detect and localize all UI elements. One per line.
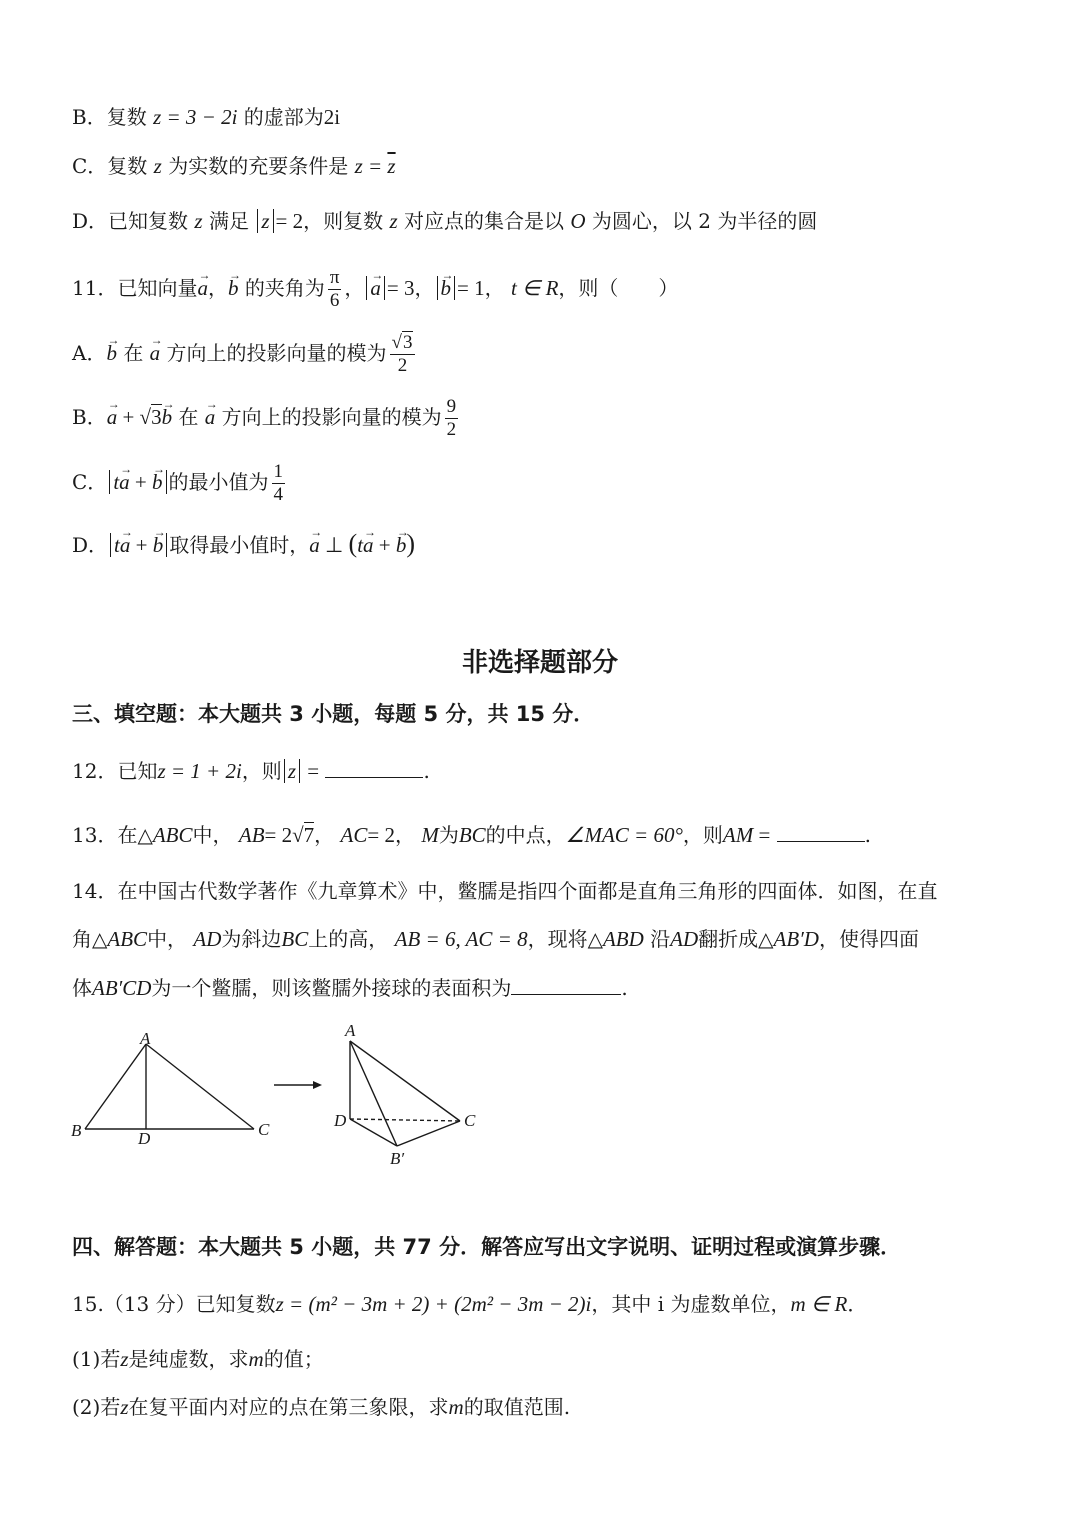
q14-line2: 角△ABC中， AD为斜边BC上的高， AB = 6, AC = 8，现将△ABD 沿AD翻折成△AB′D，使得四面 xyxy=(72,927,919,951)
q15-stem: 15.（13 分）已知复数z = (m² − 3m + 2) + (2m² − 3m − 2)i，其中 i 为虚数单位，m ∈ R． xyxy=(72,1292,868,1316)
q10-option-c: C．复数 z 为实数的充要条件是 $z = \overline{z}$ xyxy=(72,154,396,178)
sqrt3-over-2: $\frac{√3}{2}$ xyxy=(390,332,416,377)
label-c1: C xyxy=(258,1120,270,1139)
one-over-four: $\frac{1}{4}$ xyxy=(273,461,283,505)
triangle-abc xyxy=(85,1044,254,1129)
q13: 13．在△ABC中， AB= 2√7， AC= 2， M为BC的中点，∠MAC = 60°，则AM = . xyxy=(72,823,872,847)
q15-part1: (1)若z是纯虚数，求m的值； xyxy=(72,1347,324,1371)
q10-option-d: D．已知复数 z 满足 z = 2，则复数 z 对应点的集合是以 O 为圆心，以 2 为半径的圆 xyxy=(72,209,818,233)
q10-option-b: B．复数 z = 3 − 2i 的虚部为2i xyxy=(72,105,341,129)
label-a1: A xyxy=(140,1029,151,1048)
section-title: 非选择题部分 xyxy=(461,648,618,678)
label-b1: B xyxy=(71,1121,82,1140)
answer-blank[interactable] xyxy=(325,759,423,778)
q11-option-c: C． t→ a + → b 的最小值为 $\frac{1}{4}$ xyxy=(72,456,288,508)
label-d1: D xyxy=(138,1129,151,1148)
answer-blank[interactable] xyxy=(777,823,865,842)
z-conjugate: $\overline{z}$ xyxy=(387,154,396,178)
q11-option-d: D． t→ a + → b 取得最小值时，→ a ⊥ (t→ a + → b) xyxy=(72,530,415,559)
q14-line3: 体AB′CD为一个鳖臑，则该鳖臑外接球的表面积为 . xyxy=(72,976,628,1000)
q11-option-a: A．→ b 在 → a 方向上的投影向量的模为 $\frac{√3}{2}$ xyxy=(72,327,418,379)
tetrahedron xyxy=(350,1041,460,1146)
label-d2: D xyxy=(334,1111,347,1130)
label-b-prime: B′ xyxy=(390,1149,405,1168)
q10-b-expr: z = 3 − 2i xyxy=(153,105,238,129)
angle-fraction: $\frac{\pi}{6}$ xyxy=(329,267,340,311)
q12: 12．已知z = 1 + 2i，则 z = . xyxy=(72,759,430,783)
q14-figure xyxy=(60,1015,500,1175)
label-c2: C xyxy=(464,1111,476,1130)
q15-part2: (2)若z在复平面内对应的点在第三象限，求m的取值范围. xyxy=(72,1395,571,1419)
q11-option-b: B．→ a + √3→ b 在 → a 方向上的投影向量的模为 $\frac{9}{2}$ xyxy=(72,391,461,443)
solve-header: 四、解答题：本大题共 5 小题，共 77 分．解答应写出文字说明、证明过程或演算步骤． xyxy=(72,1235,902,1259)
arrow-icon xyxy=(274,1081,322,1089)
q11-stem: 11．已知向量→ a，→ b 的夹角为 $\frac{\pi}{6}$ ， → a = 3， → b = 1， t ∈ R，则（ ） xyxy=(72,264,678,312)
label-a2: A xyxy=(345,1021,356,1040)
answer-blank[interactable] xyxy=(511,976,621,995)
q14-line1: 14．在中国古代数学著作《九章算术》中，鳖臑是指四个面都是直角三角形的四面体．如图，在直 xyxy=(72,879,938,903)
fill-in-header: 三、填空题：本大题共 3 小题，每题 5 分，共 15 分． xyxy=(72,702,595,726)
nine-over-two: $\frac{9}{2}$ xyxy=(446,396,457,440)
